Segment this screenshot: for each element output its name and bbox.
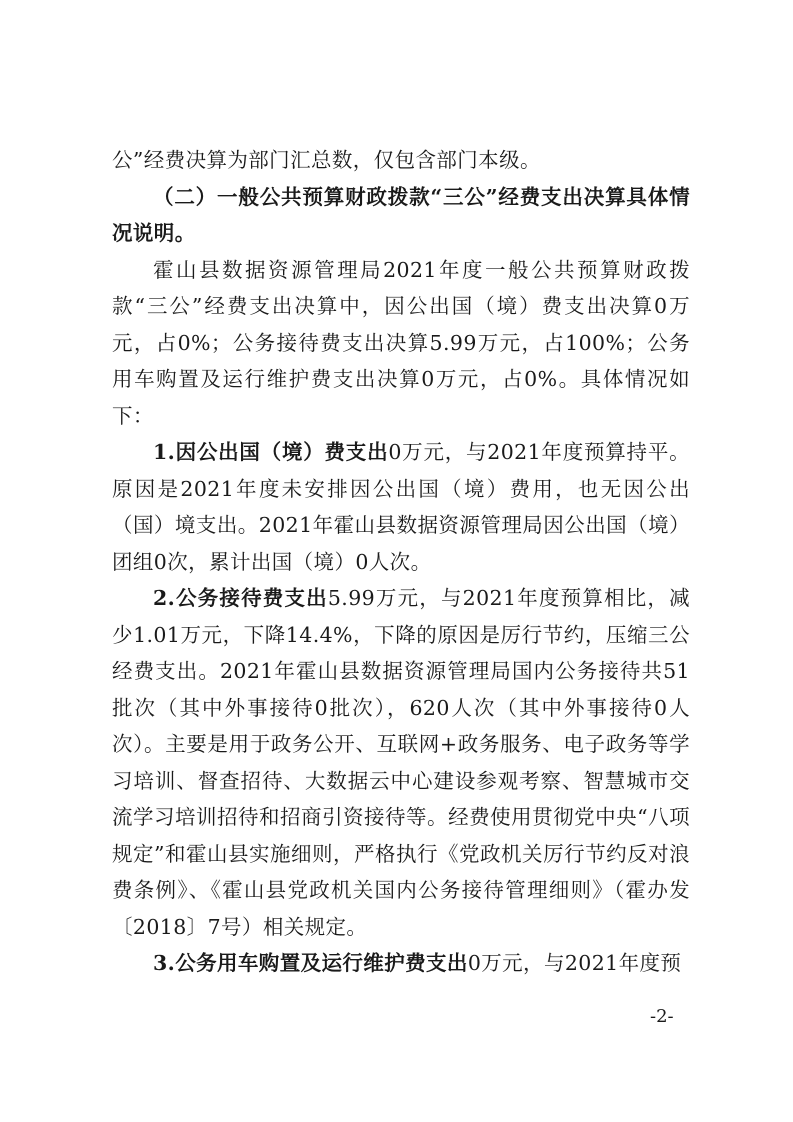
page-number: -2- <box>650 1006 674 1027</box>
paragraph-continuation: 公”经费决算为部门汇总数，仅包含部门本级。 <box>112 148 541 172</box>
paragraph-summary: 霍山县数据资源管理局2021年度一般公共预算财政拨款“三公”经费支出决算中，因公出国（境）费支出决算0万元，占0%；公务接待费支出决算5.99万元，占100%；公务用车购置及运行维护费支出决算0万元，占0%。具体情况如下： <box>112 257 690 428</box>
item-official-reception-lead: 2.公务接待费支出 <box>153 586 328 610</box>
item-official-vehicles <box>112 945 690 982</box>
item-travel-abroad <box>112 434 690 580</box>
item-official-reception-body: 5.99万元，与2021年度预算相比，减少1.01万元，下降14.4%，下降的原因是厉行节约，压缩三公经费支出。2021年霍山县数据资源管理局国内公务接待共51批次（其中外事接待0批次），620人次（其中外事接待0人次）。主要是用于政务公开、互联网+政务服务、电子政务等学习培训、督查招待、大数据云中心建设参观考察、智慧城市交流学习培训招待和招商引资接待等。经费使用贯彻党中央“八项规定”和霍山县实施细则，严格执行《党政机关厉行节约反对浪费条例》、《霍山县党政机关国内公务接待管理细则》（霍办发〔2018〕7号）相关规定。 <box>112 586 690 939</box>
item-official-reception <box>112 580 690 945</box>
section-heading: （二）一般公共预算财政拨款“三公”经费支出决算具体情况说明。 <box>112 184 690 245</box>
item-travel-abroad-lead: 1.因公出国（境）费支出 <box>153 440 389 464</box>
document-body <box>112 142 690 982</box>
item-travel-abroad-body: 0万元，与2021年度预算持平。原因是2021年度未安排因公出国（境）费用，也无因公出（国）境支出。2021年霍山县数据资源管理局因公出国（境）团组0次，累计出国（境）0人次。 <box>112 440 690 574</box>
item-official-vehicles-body: 0万元，与2021年度预 <box>467 951 682 975</box>
item-official-vehicles-lead: 3.公务用车购置及运行维护费支出 <box>153 951 468 975</box>
